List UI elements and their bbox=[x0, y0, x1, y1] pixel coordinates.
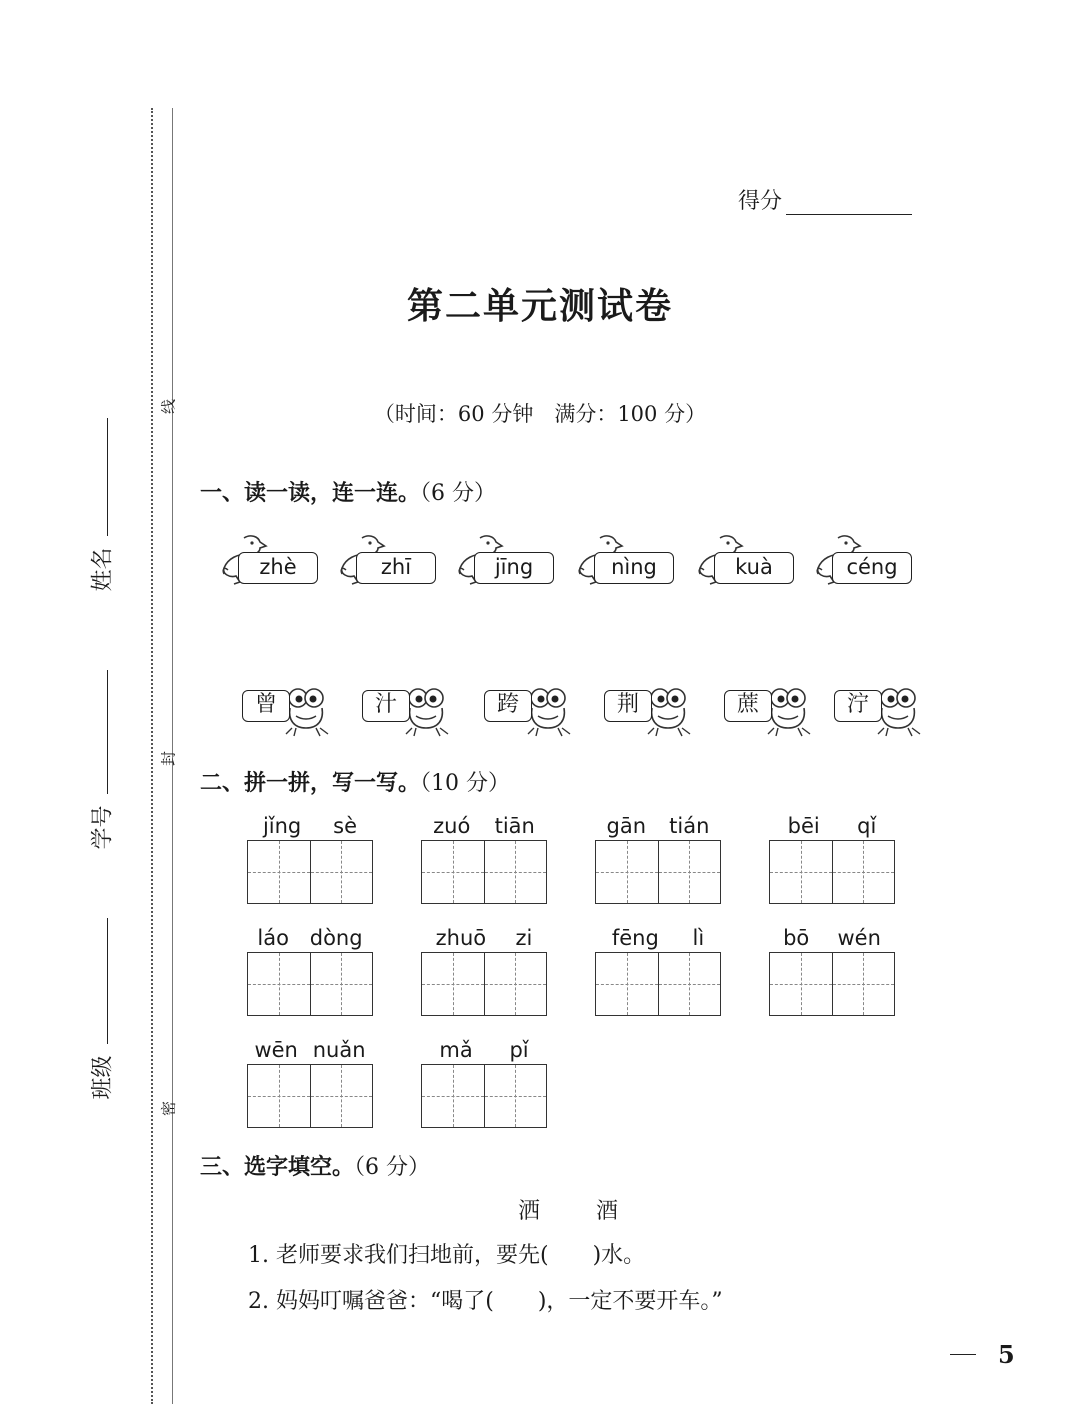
tianzige-grid bbox=[595, 952, 721, 1016]
word-pinyin bbox=[421, 1036, 547, 1064]
word-writing-item bbox=[421, 924, 547, 1016]
score-blank[interactable] bbox=[786, 189, 912, 215]
syllable: gān bbox=[606, 814, 647, 838]
syllable: zuó bbox=[433, 814, 471, 838]
score-label: 得分 bbox=[738, 189, 783, 214]
writing-cell[interactable] bbox=[596, 953, 658, 1015]
pinyin-card[interactable] bbox=[814, 532, 918, 588]
writing-cell[interactable] bbox=[658, 953, 721, 1015]
syllable: zi bbox=[515, 926, 533, 950]
question-1: 1. 老师要求我们扫地前，要先( )水。 bbox=[248, 1243, 646, 1268]
word-pinyin bbox=[769, 812, 895, 840]
writing-cell[interactable] bbox=[310, 953, 373, 1015]
syllable: tiān bbox=[494, 814, 535, 838]
section1-points: （6 分） bbox=[420, 481, 497, 506]
syllable: nuǎn bbox=[312, 1038, 366, 1062]
syllable: mǎ bbox=[439, 1038, 473, 1062]
writing-cell[interactable] bbox=[658, 841, 721, 903]
page-number-dash bbox=[950, 1354, 976, 1355]
tianzige-grid bbox=[421, 840, 547, 904]
word-writing-item bbox=[421, 812, 547, 904]
word-pinyin bbox=[595, 812, 721, 840]
word-pinyin bbox=[247, 1036, 373, 1064]
writing-cell[interactable] bbox=[596, 841, 658, 903]
writing-cell[interactable] bbox=[422, 841, 484, 903]
character-card[interactable] bbox=[604, 686, 696, 738]
pinyin-label: zhī bbox=[356, 552, 436, 584]
syllable: lì bbox=[692, 926, 705, 950]
section2-title: 二、拼一拼，写一写。 bbox=[200, 771, 421, 796]
writing-cell[interactable] bbox=[484, 841, 547, 903]
choice-characters bbox=[518, 1194, 674, 1225]
syllable: tián bbox=[669, 814, 710, 838]
name-label: 姓名 bbox=[90, 547, 116, 592]
page-subtitle: （时间：60 分钟 满分：100 分） bbox=[373, 402, 707, 426]
writing-cell[interactable] bbox=[484, 1065, 547, 1127]
score-field bbox=[738, 184, 912, 215]
word-writing-item bbox=[769, 924, 895, 1016]
character-label: 汁 bbox=[362, 690, 410, 722]
binding-mark-feng: 封 bbox=[159, 751, 178, 767]
pinyin-card[interactable] bbox=[456, 532, 560, 588]
tianzige-grid bbox=[247, 952, 373, 1016]
writing-cell[interactable] bbox=[422, 953, 484, 1015]
section3-heading bbox=[200, 1150, 430, 1181]
class-line[interactable] bbox=[107, 918, 108, 1044]
tianzige-grid bbox=[769, 840, 895, 904]
syllable: wén bbox=[837, 926, 881, 950]
writing-cell[interactable] bbox=[310, 1065, 373, 1127]
word-pinyin bbox=[769, 924, 895, 952]
character-card[interactable] bbox=[724, 686, 816, 738]
tianzige-grid bbox=[769, 952, 895, 1016]
pinyin-label: nìng bbox=[594, 552, 674, 584]
syllable: pǐ bbox=[509, 1038, 529, 1062]
section2-points: （10 分） bbox=[420, 771, 511, 796]
word-pinyin bbox=[247, 812, 373, 840]
tianzige-grid bbox=[421, 1064, 547, 1128]
word-writing-item bbox=[247, 812, 373, 904]
character-label: 蔗 bbox=[724, 690, 772, 722]
page-number-value: 5 bbox=[998, 1340, 1015, 1369]
tianzige-grid bbox=[247, 1064, 373, 1128]
syllable: fēng bbox=[611, 926, 659, 950]
word-pinyin bbox=[421, 812, 547, 840]
tianzige-grid bbox=[595, 840, 721, 904]
character-card[interactable] bbox=[484, 686, 576, 738]
syllable: sè bbox=[333, 814, 358, 838]
syllable: bō bbox=[783, 926, 810, 950]
syllable: jǐng bbox=[262, 814, 302, 838]
name-field[interactable] bbox=[84, 418, 118, 592]
page-title: 第二单元测试卷 bbox=[406, 285, 673, 327]
syllable: qǐ bbox=[857, 814, 877, 838]
tianzige-grid bbox=[247, 840, 373, 904]
writing-cell[interactable] bbox=[770, 841, 832, 903]
section1-title: 一、读一读，连一连。 bbox=[200, 481, 421, 506]
pinyin-label: jīng bbox=[474, 552, 554, 584]
writing-cell[interactable] bbox=[770, 953, 832, 1015]
student-id-line[interactable] bbox=[107, 670, 108, 794]
choice-2: 酒 bbox=[596, 1199, 619, 1224]
binding-mark-mi: 密 bbox=[159, 1101, 178, 1117]
writing-cell[interactable] bbox=[248, 1065, 310, 1127]
student-id-field[interactable] bbox=[84, 670, 118, 850]
section1-heading bbox=[200, 476, 496, 507]
word-pinyin bbox=[247, 924, 373, 952]
writing-cell[interactable] bbox=[484, 953, 547, 1015]
syllable: bēi bbox=[787, 814, 820, 838]
syllable: zhuō bbox=[435, 926, 487, 950]
syllable: wēn bbox=[254, 1038, 298, 1062]
word-writing-item bbox=[595, 924, 721, 1016]
writing-cell[interactable] bbox=[310, 841, 373, 903]
tianzige-grid bbox=[421, 952, 547, 1016]
section3-points: （6 分） bbox=[354, 1155, 431, 1180]
character-card[interactable] bbox=[362, 686, 454, 738]
writing-cell[interactable] bbox=[422, 1065, 484, 1127]
word-writing-item bbox=[595, 812, 721, 904]
word-writing-item bbox=[247, 924, 373, 1016]
writing-cell[interactable] bbox=[248, 841, 310, 903]
page-number bbox=[950, 1340, 1015, 1369]
syllable: dòng bbox=[309, 926, 363, 950]
choice-1: 洒 bbox=[518, 1199, 541, 1224]
writing-cell[interactable] bbox=[832, 841, 895, 903]
binding-mark-xian: 线 bbox=[159, 399, 178, 415]
pinyin-label: kuà bbox=[714, 552, 794, 584]
word-pinyin bbox=[595, 924, 721, 952]
pinyin-card[interactable] bbox=[576, 532, 680, 588]
writing-cell[interactable] bbox=[832, 953, 895, 1015]
word-pinyin bbox=[421, 924, 547, 952]
writing-cell[interactable] bbox=[248, 953, 310, 1015]
class-field[interactable] bbox=[84, 918, 118, 1100]
character-card[interactable] bbox=[834, 686, 926, 738]
name-line[interactable] bbox=[107, 418, 108, 536]
character-card[interactable] bbox=[242, 686, 334, 738]
character-label: 曾 bbox=[242, 690, 290, 722]
pinyin-label: céng bbox=[832, 552, 912, 584]
question-2: 2. 妈妈叮嘱爸爸：“喝了( )，一定不要开车。” bbox=[248, 1289, 723, 1314]
pinyin-card[interactable] bbox=[220, 532, 324, 588]
word-writing-item bbox=[421, 1036, 547, 1128]
pinyin-label: zhè bbox=[238, 552, 318, 584]
pinyin-card[interactable] bbox=[696, 532, 800, 588]
student-id-label: 学号 bbox=[90, 805, 116, 850]
section3-title: 三、选字填空。 bbox=[200, 1155, 355, 1180]
character-label: 荆 bbox=[604, 690, 652, 722]
pinyin-card[interactable] bbox=[338, 532, 442, 588]
character-label: 跨 bbox=[484, 690, 532, 722]
character-label: 泞 bbox=[834, 690, 882, 722]
syllable: láo bbox=[257, 926, 289, 950]
word-writing-item bbox=[247, 1036, 373, 1128]
class-label: 班级 bbox=[90, 1055, 116, 1100]
section2-heading bbox=[200, 766, 510, 797]
word-writing-item bbox=[769, 812, 895, 904]
